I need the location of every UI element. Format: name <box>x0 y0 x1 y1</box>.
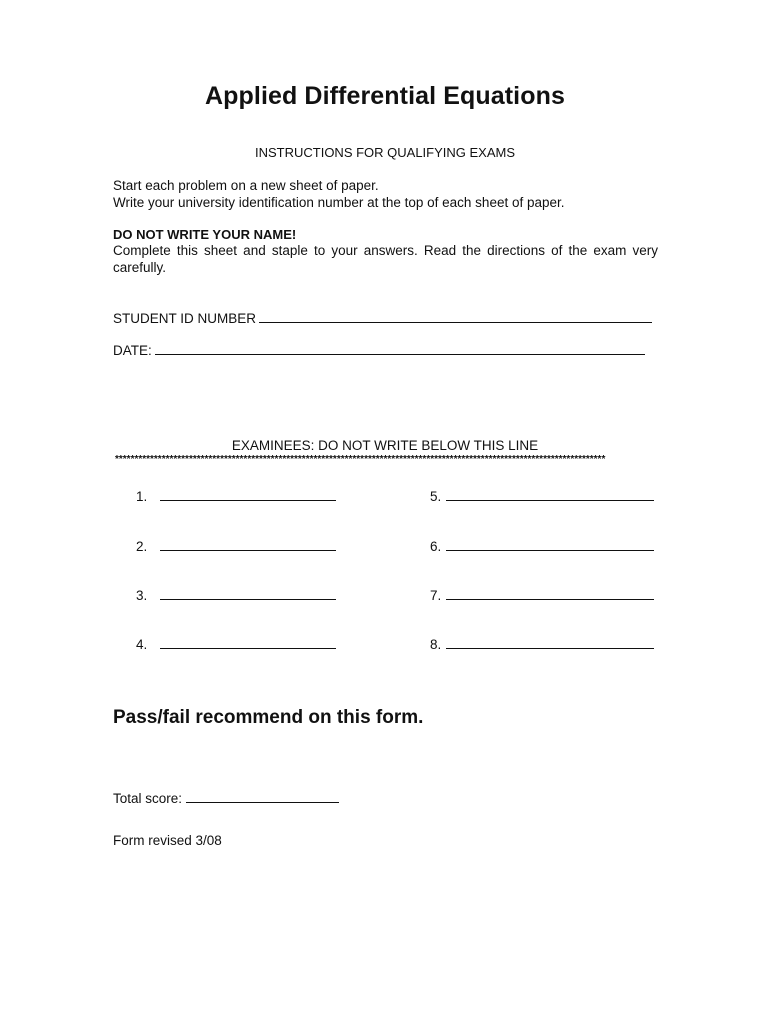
problem-score-row <box>430 487 654 504</box>
problem-number: 8. <box>430 637 442 652</box>
student-id-label: STUDENT ID NUMBER <box>113 311 257 326</box>
revision-note: Form revised 3/08 <box>113 833 222 848</box>
warning-heading: DO NOT WRITE YOUR NAME! <box>113 227 297 242</box>
page-title: Applied Differential Equations <box>205 82 565 110</box>
problem-score-blank[interactable] <box>160 635 336 649</box>
problem-score-blank[interactable] <box>160 537 336 551</box>
total-score-row <box>113 789 339 806</box>
problem-score-row <box>136 487 336 504</box>
instruction-line: Write your university identification number at the top of each sheet of paper. <box>113 195 565 210</box>
instructions-block <box>113 177 565 211</box>
problem-score-blank[interactable] <box>446 487 654 501</box>
problem-number: 1. <box>136 489 148 504</box>
problem-score-blank[interactable] <box>446 635 654 649</box>
problem-number: 6. <box>430 539 442 554</box>
total-score-label: Total score: <box>113 791 183 806</box>
examinees-notice: EXAMINEES: DO NOT WRITE BELOW THIS LINE <box>231 438 539 453</box>
problem-score-row <box>136 635 336 652</box>
problem-number: 2. <box>136 539 148 554</box>
problem-score-row <box>136 537 336 554</box>
problem-score-blank[interactable] <box>446 537 654 551</box>
date-blank[interactable] <box>155 341 645 355</box>
problem-score-blank[interactable] <box>160 586 336 600</box>
student-id-row <box>113 309 652 326</box>
problem-score-row <box>136 586 336 603</box>
problem-number: 4. <box>136 637 148 652</box>
problem-number: 3. <box>136 588 148 603</box>
problem-score-row <box>430 537 654 554</box>
warning-block <box>113 227 658 276</box>
warning-text: Complete this sheet and staple to your answers. Read the directions of the exam very carefully. <box>113 243 658 275</box>
separator-line: ****************************************************************************************************************************** <box>115 454 606 465</box>
instructions-heading: INSTRUCTIONS FOR QUALIFYING EXAMS <box>254 145 516 160</box>
student-id-blank[interactable] <box>259 309 652 323</box>
problem-number: 7. <box>430 588 442 603</box>
problem-score-blank[interactable] <box>446 586 654 600</box>
instruction-line: Start each problem on a new sheet of paper. <box>113 178 379 193</box>
problem-number: 5. <box>430 489 442 504</box>
pass-fail-note: Pass/fail recommend on this form. <box>113 707 424 728</box>
total-score-blank[interactable] <box>186 789 339 803</box>
problem-score-row <box>430 635 654 652</box>
problem-score-row <box>430 586 654 603</box>
date-label: DATE: <box>113 343 152 358</box>
date-row <box>113 341 645 358</box>
problem-score-blank[interactable] <box>160 487 336 501</box>
